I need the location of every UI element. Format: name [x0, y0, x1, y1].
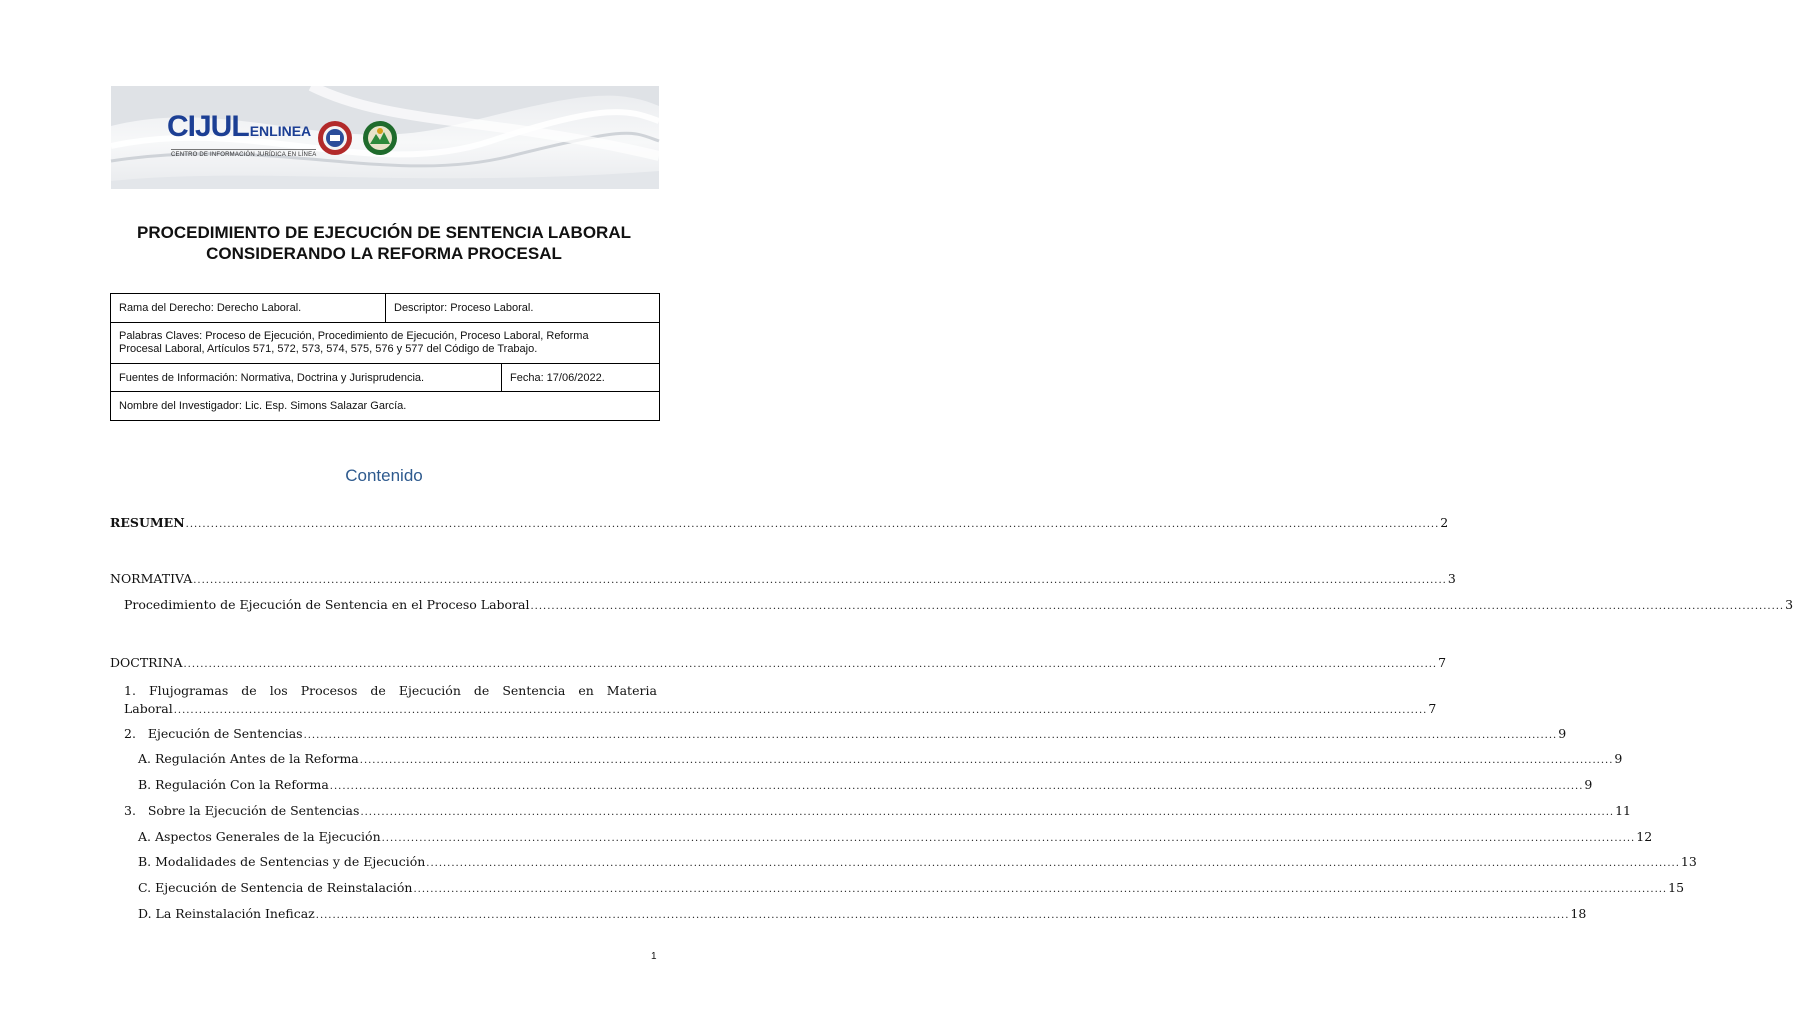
leader-dots: ............................................................................................................................................................................................................................................................................................................ [303, 730, 1558, 741]
cijul-logo: CIJULENLINEA [167, 110, 312, 143]
leader-dots: ............................................................................................................................................................................................................................................................................................................ [359, 755, 1614, 766]
fecha-cell: Fecha: 17/06/2022. [501, 364, 659, 391]
toc-entry-resumen[interactable]: RESUMEN ............................................................................................................................................................................................................................................................................................................ 2 [110, 515, 1449, 530]
title-line-2: CONSIDERANDO LA REFORMA PROCESAL [206, 244, 562, 263]
page-number: 1 [651, 951, 657, 962]
leader-dots: ............................................................................................................................................................................................................................................................................................................ [315, 910, 1570, 921]
rama-cell: Rama del Derecho: Derecho Laboral. [119, 302, 302, 314]
toc-word: de [473, 683, 490, 698]
fuentes-cell: Fuentes de Información: Normativa, Doctrina y Jurisprudencia. [119, 371, 425, 384]
toc-entry-reinstalacion[interactable]: C. Ejecución de Sentencia de Reinstalación ............................................................................................................................................................................................................................................................................................................ 15 [138, 880, 1685, 895]
leader-dots: ............................................................................................................................................................................................................................................................................................................ [185, 519, 1440, 530]
toc-word: los [269, 683, 288, 698]
toc-word: de [241, 683, 257, 698]
leader-dots: ............................................................................................................................................................................................................................................................................................................ [530, 601, 1785, 612]
toc-word: Flujogramas [148, 683, 229, 698]
toc-entry-regulacion-antes[interactable]: A. Regulación Antes de la Reforma ............................................................................................................................................................................................................................................................................................................ 9 [138, 751, 1623, 766]
leader-dots: ............................................................................................................................................................................................................................................................................................................ [329, 781, 1584, 792]
info-table [110, 293, 660, 421]
toc-entry-ineficaz[interactable]: D. La Reinstalación Ineficaz ............................................................................................................................................................................................................................................................................................................ 18 [138, 906, 1587, 921]
logo-suffix: ENLINEA [249, 123, 312, 139]
institution-seal-icon [362, 120, 398, 156]
leader-dots: ............................................................................................................................................................................................................................................................................................................ [360, 807, 1615, 818]
leader-dots: ............................................................................................................................................................................................................................................................................................................ [183, 659, 1438, 670]
leader-dots: ............................................................................................................................................................................................................................................................................................................ [381, 833, 1636, 844]
toc-word: de [370, 683, 386, 698]
toc-heading: Contenido [345, 466, 423, 485]
toc-entry-flujogramas-line1[interactable] [124, 683, 657, 698]
leader-dots: ............................................................................................................................................................................................................................................................................................................ [413, 884, 1668, 895]
investigador-cell: Nombre del Investigador: Lic. Esp. Simons Salazar García. [119, 400, 407, 412]
document-title [80, 222, 688, 264]
toc-word: Sentencia [502, 683, 566, 698]
logo-subtitle: CENTRO DE INFORMACIÓN JURÍDICA EN LÍNEA [171, 149, 316, 158]
info-row [111, 392, 659, 420]
info-row [111, 294, 659, 323]
toc-entry-ejecucion[interactable]: 2. Ejecución de Sentencias ............................................................................................................................................................................................................................................................................................................ 9 [124, 726, 1567, 741]
toc-entry-normativa[interactable]: NORMATIVA ............................................................................................................................................................................................................................................................................................................ 3 [110, 571, 1456, 586]
leader-dots: ............................................................................................................................................................................................................................................................................................................ [426, 858, 1680, 869]
info-row [111, 323, 659, 364]
toc-word: Materia [606, 683, 657, 698]
toc-entry-aspectos[interactable]: A. Aspectos Generales de la Ejecución ............................................................................................................................................................................................................................................................................................................ 12 [138, 829, 1653, 844]
header-banner [111, 86, 659, 189]
descriptor-cell: Descriptor: Proceso Laboral. [385, 294, 659, 322]
toc-entry-doctrina[interactable]: DOCTRINA ............................................................................................................................................................................................................................................................................................................ 7 [110, 655, 1447, 670]
toc-entry-flujogramas-line2[interactable]: Laboral ............................................................................................................................................................................................................................................................................................................ 7 [124, 701, 1437, 716]
palabras-line-1: Palabras Claves: Proceso de Ejecución, Procedimiento de Ejecución, Proceso Laboral, Reforma [119, 330, 589, 342]
toc-entry-procedimiento[interactable]: Procedimiento de Ejecución de Sentencia en el Proceso Laboral ............................................................................................................................................................................................................................................................................................................ 3 [124, 597, 1793, 612]
toc-entry-regulacion-con[interactable]: B. Regulación Con la Reforma ............................................................................................................................................................................................................................................................................................................ 9 [138, 777, 1593, 792]
leader-dots: ............................................................................................................................................................................................................................................................................................................ [173, 705, 1428, 716]
palabras-line-2: Procesal Laboral, Artículos 571, 572, 573, 574, 575, 576 y 577 del Código de Trabajo. [119, 343, 538, 355]
toc-word: en [578, 683, 594, 698]
toc-entry-modalidades[interactable]: B. Modalidades de Sentencias y de Ejecución ............................................................................................................................................................................................................................................................................................................ 13 [138, 854, 1697, 869]
info-row [111, 364, 659, 392]
leader-dots: ............................................................................................................................................................................................................................................................................................................ [193, 575, 1447, 586]
toc-word: 1. [124, 683, 136, 698]
title-line-1: PROCEDIMIENTO DE EJECUCIÓN DE SENTENCIA LABORAL [137, 223, 631, 242]
university-seal-icon [317, 120, 353, 156]
toc-word: Ejecución [398, 683, 461, 698]
palabras-cell [111, 323, 659, 363]
toc-word: Procesos [300, 683, 358, 698]
toc-entry-sobre-ejecucion[interactable]: 3. Sobre la Ejecución de Sentencias ............................................................................................................................................................................................................................................................................................................ 11 [124, 803, 1631, 818]
